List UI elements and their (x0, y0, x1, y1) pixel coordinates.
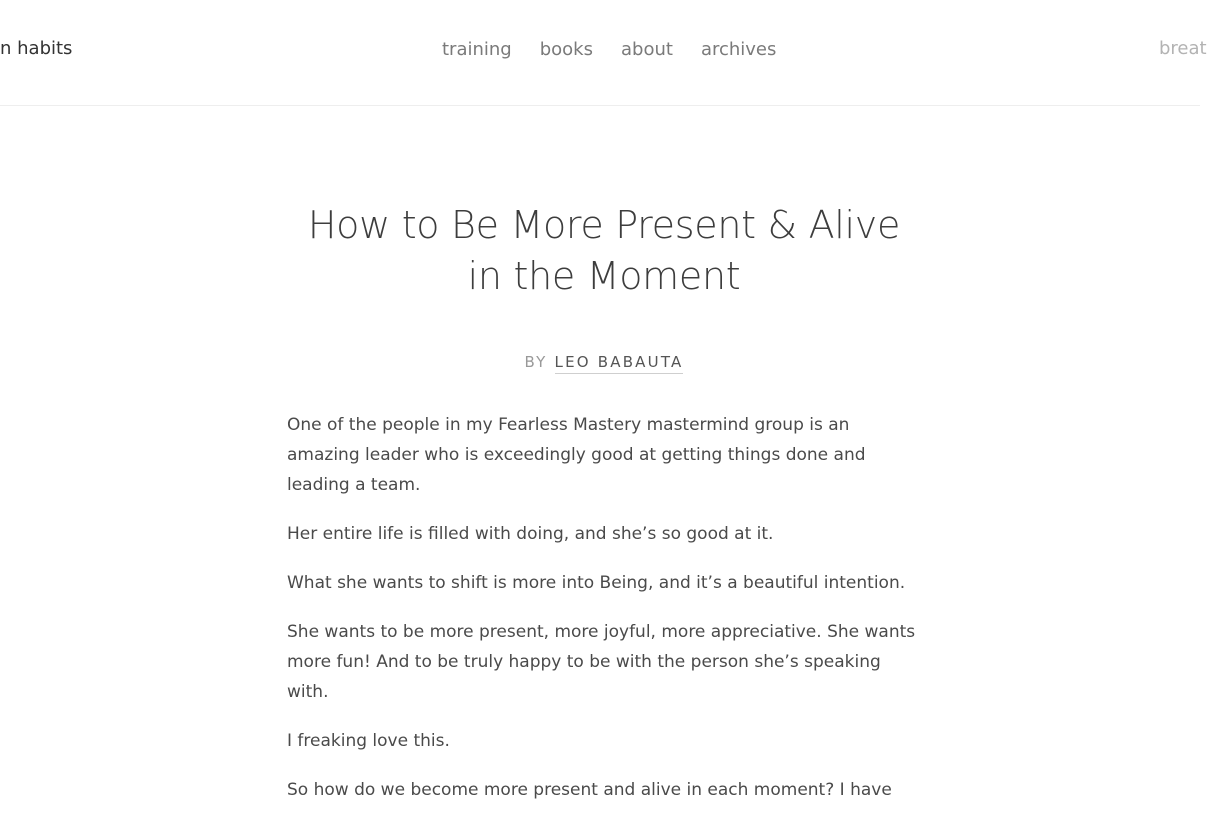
header-right-link[interactable]: breat (1159, 38, 1207, 59)
main-nav (442, 39, 776, 60)
paragraph: One of the people in my Fearless Mastery mastermind group is an amazing leader who is exceedingly good at getting things done and leading a team. (287, 415, 866, 495)
site-title-link[interactable]: n habits (0, 38, 73, 59)
byline-prefix: BY (524, 353, 548, 371)
author-link[interactable]: LEO BABAUTA (555, 353, 684, 374)
paragraph: I freaking love this. (287, 731, 450, 751)
nav-archives[interactable]: archives (700, 39, 777, 60)
paragraph: Her entire life is filled with doing, and she’s so good at it. (287, 524, 774, 544)
post-title: How to Be More Present & Alive in the Moment (307, 203, 901, 298)
nav-books[interactable]: books (539, 39, 593, 60)
nav-training[interactable]: training (442, 39, 512, 60)
article-body (287, 410, 921, 824)
site-header (0, 0, 1207, 106)
paragraph: What she wants to shift is more into Being, and it’s a beautiful intention. (287, 573, 906, 593)
byline (287, 353, 921, 371)
paragraph: So how do we become more present and alive in each moment? I have (287, 780, 892, 800)
nav-about[interactable]: about (621, 39, 673, 60)
paragraph: She wants to be more present, more joyful, more appreciative. She wants more fun! And to be truly happy to be with the person she’s speaking with. (287, 622, 916, 702)
